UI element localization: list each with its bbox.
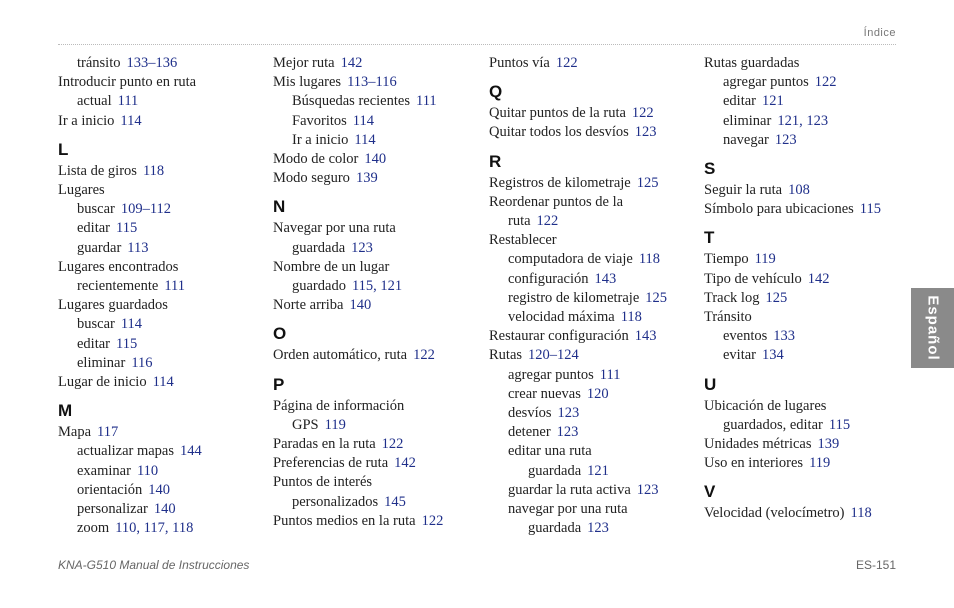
page-reference-link[interactable]: 133–136 bbox=[126, 55, 178, 71]
index-entry bbox=[489, 250, 699, 269]
index-entry bbox=[704, 504, 914, 523]
index-term: navegar por una ruta bbox=[508, 501, 628, 518]
index-entry bbox=[273, 473, 483, 492]
index-entry bbox=[273, 258, 483, 277]
index-term: guardado bbox=[292, 278, 346, 295]
index-entry bbox=[489, 519, 699, 538]
page-reference-link[interactable]: 139 bbox=[355, 170, 378, 187]
index-term: Lugares encontrados bbox=[58, 258, 179, 275]
index-entry bbox=[704, 54, 914, 73]
index-entry bbox=[273, 493, 483, 512]
index-entry bbox=[273, 112, 483, 131]
index-entry bbox=[704, 454, 914, 473]
index-entry bbox=[273, 73, 483, 92]
index-term: guardada bbox=[528, 520, 582, 537]
index-term: Ubicación de lugares bbox=[704, 397, 827, 414]
index-term: Puntos de interés bbox=[273, 474, 373, 491]
index-entry bbox=[489, 193, 699, 212]
page-reference-link[interactable]: 114 bbox=[354, 131, 376, 148]
index-term: personalizar bbox=[77, 501, 148, 518]
index-term: Tipo de vehículo bbox=[704, 270, 802, 287]
index-entry bbox=[704, 92, 914, 111]
page-reference-link[interactable]: 120 bbox=[586, 385, 609, 402]
page-reference-link[interactable]: 123 bbox=[557, 405, 580, 422]
index-term: Orden automático, ruta bbox=[273, 347, 408, 364]
section-letter: T bbox=[704, 228, 715, 248]
index-term: examinar bbox=[77, 462, 131, 479]
index-entry bbox=[273, 150, 483, 169]
index-entry bbox=[704, 416, 914, 435]
index-term: Lugares bbox=[58, 182, 105, 199]
index-entry bbox=[489, 174, 699, 193]
index-term: eliminar bbox=[723, 112, 772, 129]
index-entry bbox=[273, 92, 483, 111]
index-term: agregar puntos bbox=[723, 74, 809, 91]
index-entry bbox=[489, 481, 699, 500]
index-term: editar una ruta bbox=[508, 443, 592, 460]
index-entry bbox=[58, 335, 268, 354]
index-entry bbox=[273, 296, 483, 315]
index-entry bbox=[58, 442, 268, 461]
index-entry bbox=[489, 346, 699, 365]
index-entry bbox=[704, 131, 914, 150]
index-entry bbox=[58, 112, 268, 131]
page-reference-link[interactable]: 114 bbox=[152, 374, 174, 391]
index-term: GPS bbox=[292, 416, 319, 433]
index-entry bbox=[489, 289, 699, 308]
index-term: Tránsito bbox=[704, 309, 752, 326]
index-term: actual bbox=[77, 93, 112, 110]
index-term: actualizar mapas bbox=[77, 443, 175, 460]
index-entry bbox=[489, 462, 699, 481]
index-entry bbox=[704, 112, 914, 131]
index-entry bbox=[704, 289, 914, 308]
index-term: Reordenar puntos de la bbox=[489, 193, 624, 210]
index-term: Registros de kilometraje bbox=[489, 174, 631, 191]
index-entry bbox=[489, 385, 699, 404]
section-letter: S bbox=[704, 159, 716, 179]
section-letter: R bbox=[489, 151, 502, 171]
page-reference-link[interactable]: 111 bbox=[117, 93, 139, 110]
index-entry bbox=[704, 73, 914, 92]
page-reference-link[interactable]: 142 bbox=[807, 270, 830, 287]
index-term: Unidades métricas bbox=[704, 436, 812, 453]
page-reference-link[interactable]: 123 bbox=[351, 239, 373, 256]
index-term: desvíos bbox=[508, 405, 552, 422]
index-term: eliminar bbox=[77, 354, 126, 371]
page-reference-link[interactable]: 115 bbox=[116, 220, 138, 237]
page-reference-link[interactable]: 118 bbox=[638, 251, 661, 268]
page-reference-link[interactable]: 145 bbox=[384, 493, 406, 510]
index-entry bbox=[58, 162, 268, 181]
page-reference-link[interactable]: 140 bbox=[364, 151, 387, 168]
index-term: Búsquedas recientes bbox=[292, 93, 410, 110]
header-divider bbox=[58, 44, 896, 45]
page-reference-link[interactable]: 140 bbox=[349, 297, 372, 314]
index-entry bbox=[58, 54, 268, 73]
index-term: Símbolo para ubicaciones bbox=[704, 201, 854, 218]
page-reference-link[interactable]: 118 bbox=[142, 162, 165, 179]
index-entry bbox=[273, 277, 483, 296]
index-entry bbox=[58, 519, 268, 538]
page-reference-link[interactable]: 115 bbox=[116, 335, 138, 352]
index-term: Lugar de inicio bbox=[58, 374, 147, 391]
index-term: Lista de giros bbox=[58, 162, 137, 179]
section-letter: N bbox=[273, 197, 286, 217]
index-entry bbox=[273, 219, 483, 238]
index-term: editar bbox=[723, 93, 757, 110]
index-term: guardada bbox=[528, 462, 582, 479]
section-letter: V bbox=[704, 482, 716, 502]
page-reference-link[interactable]: 123 bbox=[636, 481, 659, 498]
page-reference-link[interactable]: 125 bbox=[645, 289, 668, 306]
index-entry bbox=[489, 308, 699, 327]
index-term: Navegar por una ruta bbox=[273, 220, 396, 237]
index-term: Restablecer bbox=[489, 232, 557, 249]
page-reference-link[interactable]: 115 bbox=[828, 416, 851, 433]
page-reference-link[interactable]: 133 bbox=[773, 328, 796, 345]
index-entry bbox=[273, 454, 483, 473]
index-column-1 bbox=[58, 54, 268, 538]
page-reference-link[interactable]: 125 bbox=[636, 174, 659, 191]
index-entry bbox=[273, 131, 483, 150]
index-term: editar bbox=[77, 335, 111, 352]
page-reference-link[interactable]: 143 bbox=[594, 270, 617, 287]
page-reference-link[interactable]: 114 bbox=[120, 316, 143, 333]
page-reference-link[interactable]: 122 bbox=[814, 74, 837, 91]
page-reference-link[interactable]: 140 bbox=[153, 501, 176, 518]
index-term: computadora de viaje bbox=[508, 251, 633, 268]
index-entry bbox=[58, 354, 268, 373]
index-column-3 bbox=[489, 54, 699, 538]
index-term: ruta bbox=[508, 213, 531, 230]
index-term: Velocidad (velocímetro) bbox=[704, 505, 845, 522]
footer-page-number: ES-151 bbox=[855, 558, 896, 572]
index-entry bbox=[273, 239, 483, 258]
index-term: Track log bbox=[704, 289, 760, 306]
page-reference-link[interactable]: 118 bbox=[620, 309, 642, 326]
page-reference-link[interactable]: 120–124 bbox=[528, 347, 579, 364]
index-term: Uso en interiores bbox=[704, 455, 804, 472]
index-term: guardar la ruta activa bbox=[508, 481, 631, 498]
index-entry bbox=[273, 416, 483, 435]
index-entry bbox=[489, 212, 699, 231]
page-reference-link[interactable]: 123 bbox=[587, 520, 609, 537]
page-reference-link[interactable]: 110 bbox=[136, 462, 159, 479]
index-entry bbox=[58, 92, 268, 111]
index-term: guardar bbox=[77, 239, 122, 256]
page-reference-link[interactable]: 142 bbox=[340, 55, 363, 71]
page-reference-link[interactable]: 139 bbox=[817, 436, 840, 453]
page-reference-link[interactable]: 119 bbox=[754, 251, 776, 268]
index-entry bbox=[58, 73, 268, 92]
index-term: Mapa bbox=[58, 424, 92, 441]
page-reference-link[interactable]: 121 bbox=[762, 93, 784, 110]
index-term: tránsito bbox=[77, 55, 121, 71]
page-reference-link[interactable]: 113–116 bbox=[347, 74, 397, 91]
index-entry bbox=[489, 231, 699, 250]
index-term: Puntos medios en la ruta bbox=[273, 512, 416, 529]
index-term: navegar bbox=[723, 131, 769, 148]
footer-manual-title: KNA-G510 Manual de Instrucciones bbox=[58, 558, 250, 572]
index-entry bbox=[704, 327, 914, 346]
index-entry bbox=[704, 346, 914, 365]
index-entry bbox=[273, 346, 483, 365]
index-entry bbox=[704, 181, 914, 200]
index-entry bbox=[489, 104, 699, 123]
page-reference-link[interactable]: 140 bbox=[148, 481, 170, 498]
index-entry bbox=[273, 435, 483, 454]
index-entry bbox=[58, 423, 268, 442]
page-reference-link[interactable]: 111 bbox=[599, 366, 621, 383]
index-entry bbox=[58, 277, 268, 296]
section-letter: Q bbox=[489, 82, 503, 102]
index-entry bbox=[58, 258, 268, 277]
section-letter: M bbox=[58, 401, 73, 421]
index-term: Mis lugares bbox=[273, 74, 342, 91]
index-entry bbox=[489, 123, 699, 142]
index-entry bbox=[489, 366, 699, 385]
index-entry bbox=[273, 397, 483, 416]
index-entry bbox=[58, 500, 268, 519]
index-term: buscar bbox=[77, 201, 115, 218]
page-reference-link[interactable]: 122 bbox=[381, 436, 404, 453]
index-term: evitar bbox=[723, 347, 757, 364]
index-term: Restaurar configuración bbox=[489, 328, 629, 345]
page-reference-link[interactable]: 108 bbox=[788, 182, 810, 199]
index-entry bbox=[489, 404, 699, 423]
page-reference-link[interactable]: 122 bbox=[421, 512, 444, 529]
index-term: Puntos vía bbox=[489, 55, 550, 71]
index-entry bbox=[58, 181, 268, 200]
page-reference-link[interactable]: 109–112 bbox=[120, 201, 172, 218]
index-term: Modo seguro bbox=[273, 170, 350, 187]
index-entry bbox=[58, 296, 268, 315]
index-entry bbox=[489, 54, 699, 73]
page-reference-link[interactable]: 122 bbox=[536, 213, 559, 230]
index-term: editar bbox=[77, 220, 111, 237]
index-term: Rutas guardadas bbox=[704, 55, 800, 71]
index-term: guardados, editar bbox=[723, 416, 823, 433]
index-entry bbox=[58, 373, 268, 392]
page-reference-link[interactable]: 121, 123 bbox=[777, 112, 829, 129]
page-reference-link[interactable]: 143 bbox=[634, 328, 657, 345]
section-letter: U bbox=[704, 374, 717, 394]
index-entry bbox=[58, 219, 268, 238]
index-term: Página de información bbox=[273, 397, 405, 414]
page-reference-link[interactable]: 134 bbox=[762, 347, 784, 364]
index-term: Mejor ruta bbox=[273, 55, 335, 71]
index-term: Rutas bbox=[489, 347, 523, 364]
index-term: Ir a inicio bbox=[292, 131, 349, 148]
index-term: detener bbox=[508, 424, 551, 441]
page-reference-link[interactable]: 144 bbox=[180, 443, 202, 460]
index-term: Ir a inicio bbox=[58, 112, 115, 129]
language-tab bbox=[911, 288, 954, 368]
page-reference-link[interactable]: 122 bbox=[413, 347, 435, 364]
index-entry bbox=[704, 397, 914, 416]
index-term: Tiempo bbox=[704, 251, 749, 268]
page-reference-link[interactable]: 115 bbox=[859, 201, 882, 218]
page-reference-link[interactable]: 125 bbox=[765, 289, 788, 306]
index-term: velocidad máxima bbox=[508, 309, 615, 326]
index-term: Preferencias de ruta bbox=[273, 455, 389, 472]
index-term: eventos bbox=[723, 328, 768, 345]
section-letter: P bbox=[273, 374, 285, 394]
index-term: Norte arriba bbox=[273, 297, 344, 314]
page-reference-link[interactable]: 123 bbox=[774, 131, 797, 148]
index-entry bbox=[58, 315, 268, 334]
index-entry bbox=[273, 169, 483, 188]
index-entry bbox=[58, 200, 268, 219]
index-entry bbox=[58, 481, 268, 500]
page-reference-link[interactable]: 114 bbox=[120, 112, 142, 129]
page-reference-link[interactable]: 123 bbox=[634, 124, 657, 141]
index-entry bbox=[704, 250, 914, 269]
page-reference-link[interactable]: 118 bbox=[850, 505, 872, 522]
index-entry bbox=[489, 442, 699, 461]
page-reference-link[interactable]: 142 bbox=[394, 455, 416, 472]
index-term: Favoritos bbox=[292, 112, 347, 129]
index-entry bbox=[704, 308, 914, 327]
index-entry bbox=[273, 512, 483, 531]
index-term: configuración bbox=[508, 270, 589, 287]
index-column-2 bbox=[273, 54, 483, 531]
index-term: recientemente bbox=[77, 278, 159, 295]
page-reference-link[interactable]: 121 bbox=[587, 462, 609, 479]
index-term: guardada bbox=[292, 239, 346, 256]
index-term: agregar puntos bbox=[508, 366, 594, 383]
index-entry bbox=[704, 270, 914, 289]
index-term: Quitar puntos de la ruta bbox=[489, 105, 626, 122]
page-reference-link[interactable]: 114 bbox=[352, 112, 374, 129]
index-term: Seguir la ruta bbox=[704, 182, 783, 199]
index-term: Quitar todos los desvíos bbox=[489, 124, 629, 141]
index-entry bbox=[489, 423, 699, 442]
page-reference-link[interactable]: 113 bbox=[127, 239, 149, 256]
index-entry bbox=[489, 270, 699, 289]
index-entry bbox=[58, 239, 268, 258]
index-term: Paradas en la ruta bbox=[273, 436, 376, 453]
section-letter: O bbox=[273, 324, 287, 344]
index-term: registro de kilometraje bbox=[508, 289, 640, 306]
page-reference-link[interactable]: 123 bbox=[556, 424, 579, 441]
index-term: Nombre de un lugar bbox=[273, 258, 390, 275]
index-term: Introducir punto en ruta bbox=[58, 74, 197, 91]
index-term: Modo de color bbox=[273, 151, 359, 168]
language-tab-label: Español bbox=[924, 295, 941, 361]
index-entry bbox=[58, 462, 268, 481]
page-reference-link[interactable]: 122 bbox=[631, 105, 654, 122]
index-term: crear nuevas bbox=[508, 385, 581, 402]
header-title: Índice bbox=[863, 27, 896, 39]
index-entry bbox=[489, 500, 699, 519]
index-column-4 bbox=[704, 54, 914, 524]
section-letter: L bbox=[58, 139, 69, 159]
index-entry bbox=[704, 435, 914, 454]
index-term: buscar bbox=[77, 316, 115, 333]
index-entry bbox=[489, 327, 699, 346]
index-term: zoom bbox=[77, 520, 110, 537]
page-reference-link[interactable]: 111 bbox=[164, 278, 185, 295]
index-term: personalizados bbox=[292, 493, 379, 510]
index-entry bbox=[273, 54, 483, 73]
page-reference-link[interactable]: 111 bbox=[415, 93, 437, 110]
index-term: Lugares guardados bbox=[58, 297, 168, 314]
page-reference-link[interactable]: 122 bbox=[555, 55, 578, 71]
page-reference-link[interactable]: 117 bbox=[97, 424, 119, 441]
page-reference-link[interactable]: 116 bbox=[131, 354, 153, 371]
page-reference-link[interactable]: 110, 117, 118 bbox=[115, 520, 194, 537]
page-reference-link[interactable]: 119 bbox=[324, 416, 346, 433]
index-entry bbox=[704, 200, 914, 219]
index-term: orientación bbox=[77, 481, 143, 498]
page-reference-link[interactable]: 119 bbox=[809, 455, 831, 472]
page-reference-link[interactable]: 115, 121 bbox=[351, 278, 403, 295]
